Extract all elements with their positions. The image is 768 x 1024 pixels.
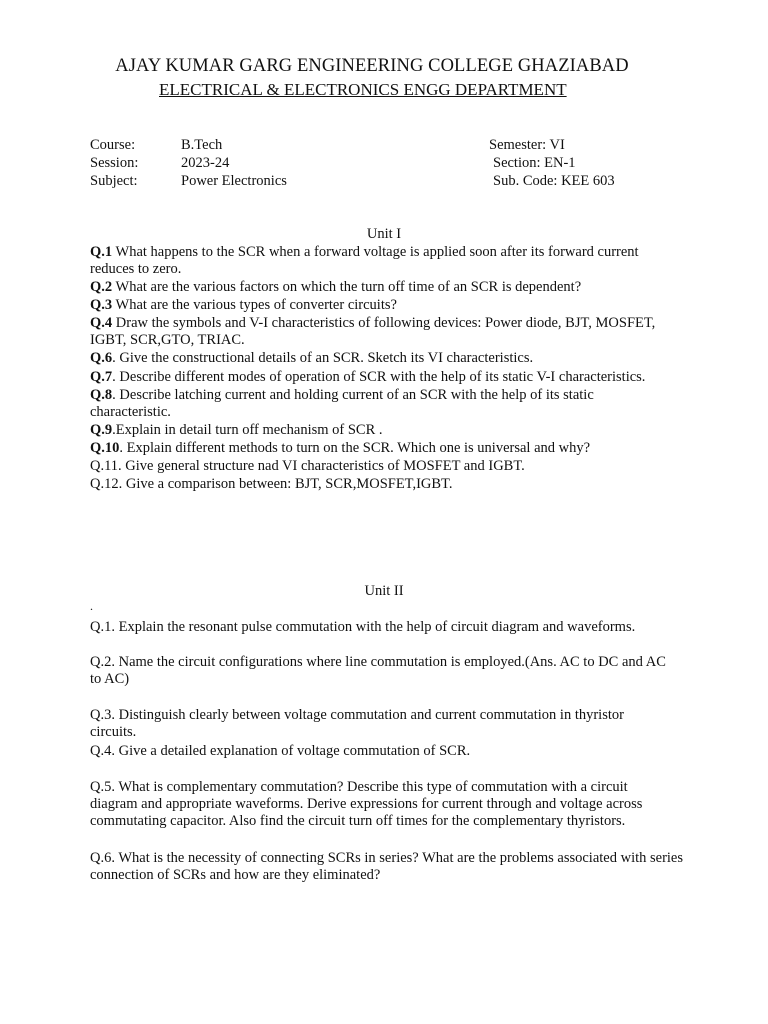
stray-dot: . xyxy=(90,599,93,613)
sub-code: Sub. Code: KEE 603 xyxy=(493,173,615,189)
unit2-q5: Q.5. What is complementary commutation? Describe this type of commutation with a circuit diagram and appropriate waveforms. Derive expressions for current through and voltage across commutating capacitor. Also find the circuit turn off times for the complementary thyristors. xyxy=(90,779,643,830)
unit2-q6: Q.6. What is the necessity of connecting SCRs in series? What are the problems associated with series connection of SCRs and how are they eliminated? xyxy=(90,850,684,884)
semester: Semester: VI xyxy=(489,137,565,153)
unit1-q6: Q.6. Give the constructional details of an SCR. Sketch its VI characteristics. xyxy=(90,350,534,366)
course-label: Course: xyxy=(90,137,136,153)
subject-value: Power Electronics xyxy=(181,173,287,189)
college-name: AJAY KUMAR GARG ENGINEERING COLLEGE GHAZIABAD xyxy=(115,56,629,76)
unit1-q2: Q.2 What are the various factors on which the turn off time of an SCR is dependent? xyxy=(90,279,582,295)
unit2-q3: Q.3. Distinguish clearly between voltage commutation and current commutation in thyristor circuits. xyxy=(90,707,624,741)
unit1-q9: Q.9.Explain in detail turn off mechanism of SCR . xyxy=(90,422,383,438)
course-value: B.Tech xyxy=(181,137,223,153)
unit1-q10: Q.10. Explain different methods to turn on the SCR. Which one is universal and why? xyxy=(90,440,591,456)
unit1-q3: Q.3 What are the various types of converter circuits? xyxy=(90,297,397,313)
department-name: ELECTRICAL & ELECTRONICS ENGG DEPARTMENT xyxy=(159,80,567,99)
unit2-q4: Q.4. Give a detailed explanation of voltage commutation of SCR. xyxy=(90,743,471,759)
unit2-q1: Q.1. Explain the resonant pulse commutation with the help of circuit diagram and waveforms. xyxy=(90,619,636,635)
unit2-q2: Q.2. Name the circuit configurations where line commutation is employed.(Ans. AC to DC and AC to AC) xyxy=(90,654,666,688)
unit-2-title: Unit II xyxy=(364,583,404,599)
unit1-q12: Q.12. Give a comparison between: BJT, SCR,MOSFET,IGBT. xyxy=(90,476,453,492)
unit1-q11: Q.11. Give general structure nad VI characteristics of MOSFET and IGBT. xyxy=(90,458,525,474)
unit1-q4: Q.4 Draw the symbols and V-I characteristics of following devices: Power diode, BJT, MOSFET, IGBT, SCR,GTO, TRIAC. xyxy=(90,315,656,349)
unit1-q7: Q.7. Describe different modes of operation of SCR with the help of its static V-I characteristics. xyxy=(90,369,646,385)
session-label: Session: xyxy=(90,155,139,171)
section: Section: EN-1 xyxy=(493,155,576,171)
unit1-q1: Q.1 What happens to the SCR when a forward voltage is applied soon after its forward current reduces to zero. xyxy=(90,244,639,278)
subject-label: Subject: xyxy=(90,173,138,189)
session-value: 2023-24 xyxy=(181,155,230,171)
unit1-q8: Q.8. Describe latching current and holding current of an SCR with the help of its static characteristic. xyxy=(90,387,594,421)
unit-1-title: Unit I xyxy=(366,226,402,242)
